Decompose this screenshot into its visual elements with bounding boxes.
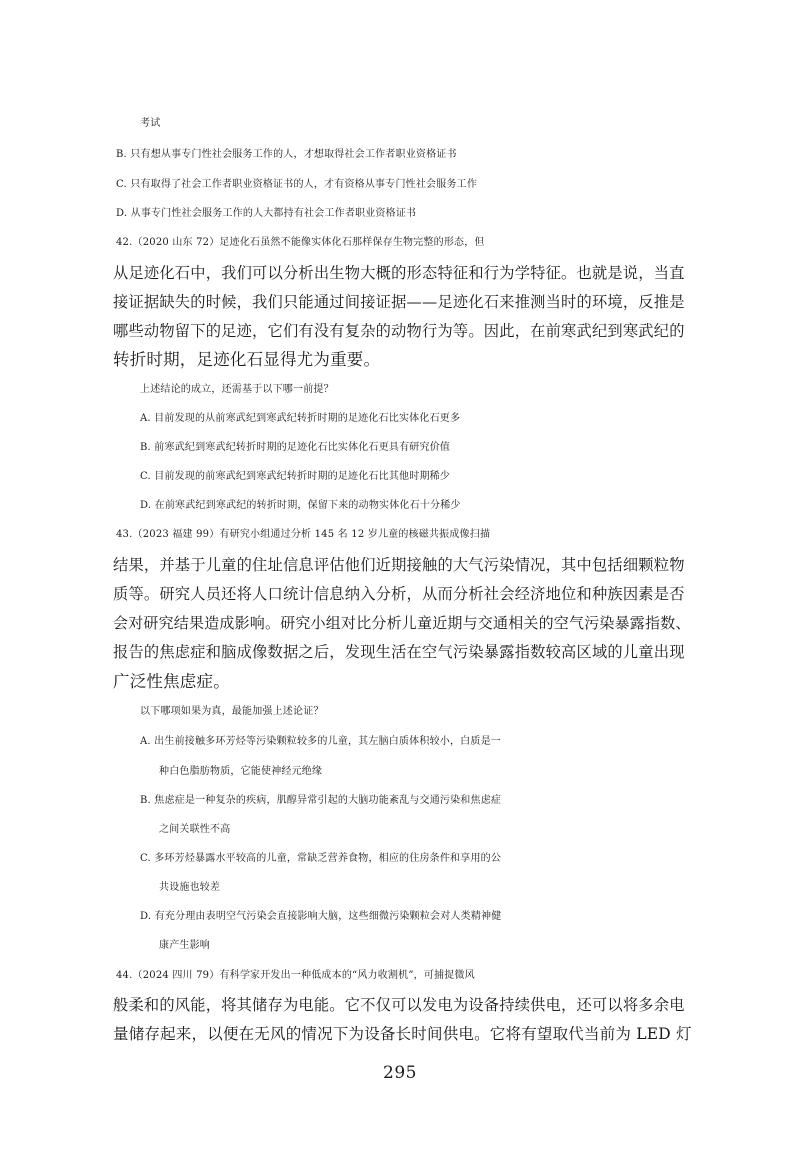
q43-stem-line: 广泛性焦虑症。 [113, 672, 230, 691]
q43-question: 以下哪项如果为真，最能加强上述论证？ [140, 706, 324, 717]
q43-option-d: D. 有充分理由表明空气污染会直接影响大脑，这些细微污染颗粒会对人类精神健 [140, 911, 502, 922]
q43-stem-line: 报告的焦虑症和脑成像数据之后，发现生活在空气污染暴露指数较高区域的儿童出现 [113, 643, 685, 661]
q43-stem-line: 结果，并基于儿童的住址信息评估他们近期接触的大气污染情况，其中包括细颗粒物 [113, 556, 685, 574]
q41-option-d: D. 从事专门性社会服务工作的人大都持有社会工作者职业资格证书 [116, 208, 417, 219]
q42-option-d: D. 在前寒武纪到寒武纪的转折时期，保留下来的动物实体化石十分稀少 [140, 500, 461, 511]
q43-option-c: C. 多环芳烃暴露水平较高的儿童，常缺乏营养食物，相应的住房条件和享用的公 [140, 853, 502, 864]
q43-option-d-cont: 康产生影响 [159, 940, 210, 951]
q43-option-a-cont: 种白色脂肪物质，它能使神经元绝缘 [159, 766, 323, 777]
q42-option-b: B. 前寒武纪到寒武纪转折时期的足迹化石比实体化石更具有研究价值 [140, 442, 451, 453]
q41-option-c: C. 只有取得了社会工作者职业资格证书的人，才有资格从事专门性社会服务工作 [116, 179, 478, 190]
q43-stem-line: 43.（2023 福建 99）有研究小组通过分析 145 名 12 岁儿童的核磁共振成像扫描 [116, 529, 491, 540]
q42-option-a: A. 目前发现的从前寒武纪到寒武纪转折时期的足迹化石比实体化石更多 [140, 413, 461, 424]
q42-stem-line: 从足迹化石中，我们可以分析出生物大概的形态特征和行为学特征。也就是说，当直 [113, 264, 685, 282]
q42-stem-line: 哪些动物留下的足迹，它们有没有复杂的动物行为等。因此，在前寒武纪到寒武纪的 [113, 322, 685, 340]
q43-option-a: A. 出生前接触多环芳烃等污染颗粒较多的儿童，其左脑白质体积较小，白质是一 [140, 736, 501, 747]
q41-option-b: B. 只有想从事专门性社会服务工作的人，才想取得社会工作者职业资格证书 [116, 149, 457, 160]
q42-stem-line: 接证据缺失的时候，我们只能通过间接证据——足迹化石来推测当时的环境，反推是 [113, 293, 685, 311]
q44-stem-line: 般柔和的风能，将其储存为电能。它不仅可以发电为设备持续供电，还可以将多余电 [113, 996, 685, 1014]
q42-option-c: C. 目前发现的前寒武纪到寒武纪转折时期的足迹化石比其他时期稀少 [140, 471, 451, 482]
text-line-fragment: 考试 [140, 118, 161, 129]
q44-stem-line: 44.（2024 四川 79）有科学家开发出一种低成本的“风力收割机”，可捕捉微风 [116, 970, 475, 981]
q44-stem-line: 量储存起来，以便在无风的情况下为设备长时间供电。它将有望取代当前为 LED 灯 [113, 1025, 692, 1043]
q43-option-b-cont: 之间关联性不高 [159, 824, 231, 835]
page-number: 295 [383, 1063, 417, 1083]
q42-question: 上述结论的成立，还需基于以下哪一前提？ [140, 384, 334, 395]
q43-option-b: B. 焦虑症是一种复杂的疾病，肌醇异常引起的大脑功能紊乱与交通污染和焦虑症 [140, 795, 502, 806]
q43-stem-line: 会对研究结果造成影响。研究小组对比分析儿童近期与交通相关的空气污染暴露指数、 [113, 614, 691, 632]
q43-option-c-cont: 共设施也较差 [159, 882, 221, 893]
q42-stem-line: 转折时期，足迹化石显得尤为重要。 [113, 350, 381, 369]
q43-stem-line: 质等。研究人员还将人口统计信息纳入分析，从而分析社会经济地位和种族因素是否 [113, 585, 685, 603]
q42-stem-line: 42.（2020 山东 72）足迹化石虽然不能像实体化石那样保存生物完整的形态，但 [116, 237, 485, 248]
